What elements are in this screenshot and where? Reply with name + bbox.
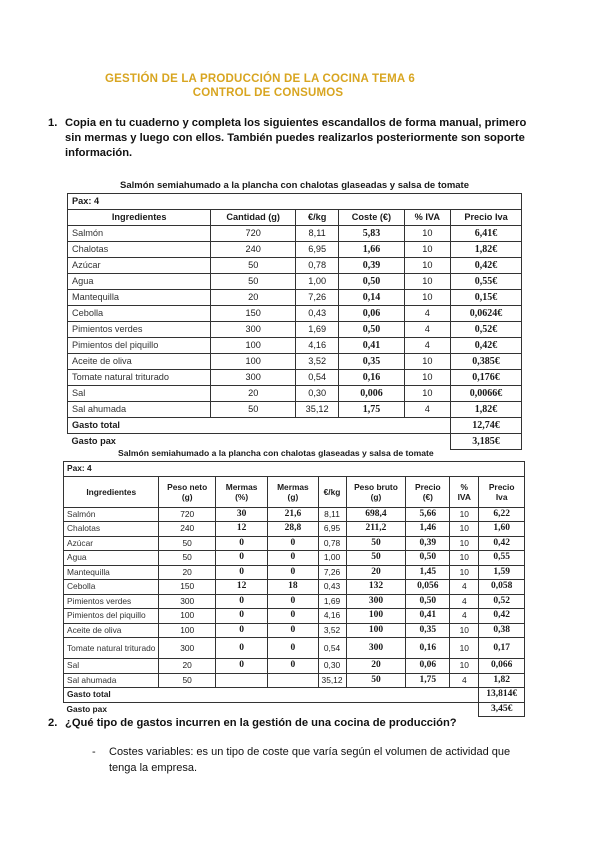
table-cell: 0 — [268, 565, 318, 580]
table-cell: 50 — [346, 673, 406, 688]
table-cell: 6,22 — [479, 507, 525, 522]
table-cell: 100 — [346, 609, 406, 624]
table-cell: Sal — [68, 386, 211, 402]
table-cell: 132 — [346, 580, 406, 595]
table-cell: 1,69 — [296, 322, 339, 338]
table-cell: 4,16 — [318, 609, 346, 624]
table-cell: 0,385€ — [451, 354, 522, 370]
table-cell: 12 — [215, 522, 267, 537]
table-row — [64, 551, 525, 566]
table-cell: 0,41 — [406, 609, 450, 624]
table-cell: 0,52€ — [451, 322, 522, 338]
table-cell: 211,2 — [346, 522, 406, 537]
table-cell: 0,39 — [339, 258, 404, 274]
table-cell: 0,52 — [479, 594, 525, 609]
table-cell: 0,42 — [479, 609, 525, 624]
table-cell: 50 — [159, 673, 215, 688]
table-cell: Agua — [64, 551, 159, 566]
table-2-header-cell: Peso bruto (g) — [346, 476, 406, 507]
table-cell: 0,50 — [339, 274, 404, 290]
table-1 — [67, 193, 522, 450]
table-cell: 0 — [215, 565, 267, 580]
table-2-total-label: Gasto total — [64, 688, 479, 703]
table-cell: 10 — [404, 258, 450, 274]
table-cell: 10 — [404, 242, 450, 258]
table-cell: 0,42 — [479, 536, 525, 551]
table-2-header-cell: €/kg — [318, 476, 346, 507]
table-cell: Pimientos verdes — [64, 594, 159, 609]
table-cell: 0 — [268, 638, 318, 659]
table-cell: 0 — [215, 594, 267, 609]
table-cell: 0,78 — [296, 258, 339, 274]
table-cell: Tomate natural triturado — [64, 638, 159, 659]
table-cell: 240 — [211, 242, 296, 258]
table-cell: 6,41€ — [451, 226, 522, 242]
table-cell: Sal ahumada — [68, 402, 211, 418]
table-cell: 1,82€ — [451, 242, 522, 258]
table-cell: 10 — [404, 274, 450, 290]
table-cell: 20 — [211, 290, 296, 306]
table-row — [64, 623, 525, 638]
table-cell: 698,4 — [346, 507, 406, 522]
table-cell: 5,66 — [406, 507, 450, 522]
table-cell: 10 — [450, 623, 479, 638]
table-row — [68, 338, 522, 354]
table-1-header-row — [68, 210, 522, 226]
table-cell: 4 — [450, 673, 479, 688]
table-cell: Aceite de oliva — [68, 354, 211, 370]
table-cell: 35,12 — [296, 402, 339, 418]
table-cell: 0,35 — [339, 354, 404, 370]
table-cell: 4 — [404, 306, 450, 322]
table-cell: 1,45 — [406, 565, 450, 580]
table-cell: 35,12 — [318, 673, 346, 688]
table-row — [68, 306, 522, 322]
table-cell: 10 — [404, 290, 450, 306]
table-cell: 100 — [346, 623, 406, 638]
table-cell: 1,69 — [318, 594, 346, 609]
table-cell: 0 — [215, 536, 267, 551]
table-cell: 30 — [215, 507, 267, 522]
table-cell: 0,14 — [339, 290, 404, 306]
table-cell: 0 — [268, 623, 318, 638]
table-row — [68, 354, 522, 370]
table-cell: 20 — [211, 386, 296, 402]
table-cell: 50 — [159, 551, 215, 566]
table-cell: 0 — [215, 609, 267, 624]
table-cell: 1,75 — [406, 673, 450, 688]
table-cell: 4,16 — [296, 338, 339, 354]
table-row — [64, 594, 525, 609]
table-cell: 1,00 — [318, 551, 346, 566]
table-1-pax: Pax: 4 — [68, 194, 522, 210]
table-cell: 8,11 — [318, 507, 346, 522]
table-cell: Chalotas — [68, 242, 211, 258]
table-cell: 300 — [346, 638, 406, 659]
table-row — [64, 638, 525, 659]
question-2-bullet: Costes variables: es un tipo de coste que varía según el volumen de actividad que tenga la empresa. — [109, 746, 511, 774]
table-cell: Azúcar — [68, 258, 211, 274]
table-cell: 0,39 — [406, 536, 450, 551]
table-1-header-cell: Precio Iva — [451, 210, 522, 226]
table-cell: 10 — [450, 551, 479, 566]
table-2-header-row — [64, 476, 525, 507]
table-2-header-cell: Ingredientes — [64, 476, 159, 507]
table-1-total-value: 12,74€ — [451, 418, 522, 434]
table-cell: 0 — [215, 638, 267, 659]
table-row — [64, 580, 525, 595]
table-1-header-cell: Cantidad (g) — [211, 210, 296, 226]
table-cell: 0,06 — [339, 306, 404, 322]
table-1-total-row — [68, 418, 522, 434]
table-cell: 0,15€ — [451, 290, 522, 306]
table-cell: 4 — [450, 580, 479, 595]
table-cell: 20 — [346, 659, 406, 674]
question-1-text: Copia en tu cuaderno y completa los siguientes escandallos de forma manual, primero sin mermas y luego con ellos. También puedes realizarlos posteriormente son soporte información. — [65, 117, 527, 159]
table-row — [68, 402, 522, 418]
table-cell: Pimientos del piquillo — [64, 609, 159, 624]
table-cell: 50 — [211, 258, 296, 274]
table-cell: 10 — [404, 386, 450, 402]
table-cell: 720 — [159, 507, 215, 522]
table-cell: 0 — [268, 659, 318, 674]
table-row — [64, 659, 525, 674]
table-cell: 150 — [211, 306, 296, 322]
table-row — [64, 673, 525, 688]
table-cell: 10 — [404, 354, 450, 370]
table-row — [64, 522, 525, 537]
table-cell: Mantequilla — [68, 290, 211, 306]
table-2-header-cell: % IVA — [450, 476, 479, 507]
table-1-pax-cost-label: Gasto pax — [71, 436, 116, 447]
table-row — [64, 507, 525, 522]
table-cell: 0 — [215, 623, 267, 638]
table-cell: 0 — [268, 536, 318, 551]
table-cell: 1,00 — [296, 274, 339, 290]
table-cell: 10 — [450, 522, 479, 537]
table-cell: 0,41 — [339, 338, 404, 354]
table-cell: 0,42€ — [451, 258, 522, 274]
table-cell: 300 — [159, 594, 215, 609]
table-cell: 0,066 — [479, 659, 525, 674]
table-cell: 0 — [215, 659, 267, 674]
table-cell: 7,26 — [318, 565, 346, 580]
table-cell: 0,43 — [296, 306, 339, 322]
question-1-number: 1. — [48, 117, 58, 129]
table-cell: 18 — [268, 580, 318, 595]
table-cell: 10 — [450, 638, 479, 659]
table-cell: 0,17 — [479, 638, 525, 659]
table-row — [68, 322, 522, 338]
table-cell: 3,52 — [296, 354, 339, 370]
table-cell: 0,50 — [406, 551, 450, 566]
table-cell: 1,66 — [339, 242, 404, 258]
table-row — [64, 565, 525, 580]
table-cell: Agua — [68, 274, 211, 290]
table-cell: 0,0624€ — [451, 306, 522, 322]
table-row — [68, 242, 522, 258]
table-2-header-cell: Precio Iva — [479, 476, 525, 507]
table-cell: Pimientos verdes — [68, 322, 211, 338]
table-cell: 0,056 — [406, 580, 450, 595]
table-2-title: Salmón semiahumado a la plancha con chalotas glaseadas y salsa de tomate — [118, 448, 434, 458]
table-cell: 300 — [211, 370, 296, 386]
table-cell: 4 — [404, 338, 450, 354]
table-cell: 0,0066€ — [451, 386, 522, 402]
table-cell: 50 — [159, 536, 215, 551]
table-cell: Cebolla — [64, 580, 159, 595]
table-row — [64, 536, 525, 551]
table-cell: 0 — [215, 551, 267, 566]
table-2-header-cell: Mermas (%) — [215, 476, 267, 507]
table-cell: 0,006 — [339, 386, 404, 402]
table-cell: 300 — [159, 638, 215, 659]
table-1-header-cell: €/kg — [296, 210, 339, 226]
table-cell: 4 — [450, 594, 479, 609]
table-2-pax-cost-value: 3,45€ — [479, 702, 525, 717]
table-cell — [215, 673, 267, 688]
table-cell: 6,95 — [318, 522, 346, 537]
table-cell: 100 — [159, 609, 215, 624]
table-row — [68, 274, 522, 290]
table-cell: 50 — [346, 536, 406, 551]
table-cell: 0,42€ — [451, 338, 522, 354]
question-2-number: 2. — [48, 717, 58, 729]
table-cell: 0,55 — [479, 551, 525, 566]
table-cell: 0,78 — [318, 536, 346, 551]
table-2-pax: Pax: 4 — [64, 462, 525, 477]
table-cell: 50 — [211, 402, 296, 418]
table-1-total-label: Gasto total — [68, 418, 451, 434]
table-cell: 0,176€ — [451, 370, 522, 386]
table-cell: 0 — [268, 594, 318, 609]
title-line-1: GESTIÓN DE LA PRODUCCIÓN DE LA COCINA TEMA 6 — [105, 73, 415, 85]
table-cell: 240 — [159, 522, 215, 537]
table-cell: 100 — [159, 623, 215, 638]
table-cell: 1,82€ — [451, 402, 522, 418]
table-cell: 150 — [159, 580, 215, 595]
table-cell: 7,26 — [296, 290, 339, 306]
table-1-header-cell: Coste (€) — [339, 210, 404, 226]
table-cell: 12 — [215, 580, 267, 595]
table-cell: 0,35 — [406, 623, 450, 638]
table-2-header-cell: Precio (€) — [406, 476, 450, 507]
table-cell: 300 — [346, 594, 406, 609]
table-cell: 20 — [159, 565, 215, 580]
table-cell: 10 — [450, 659, 479, 674]
table-row — [68, 258, 522, 274]
table-cell: 0,06 — [406, 659, 450, 674]
table-cell: Mantequilla — [64, 565, 159, 580]
table-2-header-cell: Peso neto (g) — [159, 476, 215, 507]
table-2-total-row — [64, 688, 525, 703]
table-cell: 0,54 — [318, 638, 346, 659]
table-cell: Salmón — [64, 507, 159, 522]
question-2-text: ¿Qué tipo de gastos incurren en la gestión de una cocina de producción? — [65, 717, 457, 729]
table-2-pax-cost-row — [64, 702, 525, 717]
table-2-pax-row — [64, 462, 525, 477]
table-cell: 0,55€ — [451, 274, 522, 290]
table-cell: Pimientos del piquillo — [68, 338, 211, 354]
table-cell: 0 — [268, 609, 318, 624]
table-cell: Chalotas — [64, 522, 159, 537]
table-cell: 0,30 — [296, 386, 339, 402]
table-cell: 50 — [346, 551, 406, 566]
table-cell: 21,6 — [268, 507, 318, 522]
table-cell: 1,82 — [479, 673, 525, 688]
bullet-dash: - — [92, 746, 96, 758]
table-1-pax-row — [68, 194, 522, 210]
table-cell: 100 — [211, 338, 296, 354]
table-cell: Aceite de oliva — [64, 623, 159, 638]
table-cell: 20 — [159, 659, 215, 674]
table-cell: 6,95 — [296, 242, 339, 258]
table-cell: 300 — [211, 322, 296, 338]
table-row — [68, 370, 522, 386]
table-cell: 10 — [404, 226, 450, 242]
table-row — [68, 290, 522, 306]
table-1-pax-cost-value: 3,185€ — [451, 434, 522, 450]
table-cell: 3,52 — [318, 623, 346, 638]
table-cell: 20 — [346, 565, 406, 580]
table-cell: 0,50 — [406, 594, 450, 609]
table-cell: 1,60 — [479, 522, 525, 537]
table-cell: Azúcar — [64, 536, 159, 551]
table-2 — [63, 461, 525, 717]
table-cell — [268, 673, 318, 688]
table-2-total-value: 13,814€ — [479, 688, 525, 703]
table-cell: Salmón — [68, 226, 211, 242]
table-row — [64, 609, 525, 624]
table-cell: 0,38 — [479, 623, 525, 638]
table-2-header-cell: Mermas (g) — [268, 476, 318, 507]
table-cell: 10 — [450, 536, 479, 551]
table-cell: 1,46 — [406, 522, 450, 537]
table-cell: 1,59 — [479, 565, 525, 580]
table-cell: 4 — [404, 402, 450, 418]
title-line-2: CONTROL DE CONSUMOS — [192, 87, 344, 99]
table-cell: 0,54 — [296, 370, 339, 386]
table-1-title: Salmón semiahumado a la plancha con chalotas glaseadas y salsa de tomate — [120, 180, 469, 191]
table-cell: 1,75 — [339, 402, 404, 418]
table-cell: 8,11 — [296, 226, 339, 242]
table-cell: 100 — [211, 354, 296, 370]
table-1-header-cell: Ingredientes — [68, 210, 211, 226]
table-cell: 720 — [211, 226, 296, 242]
table-cell: 4 — [450, 609, 479, 624]
table-cell: 50 — [211, 274, 296, 290]
table-cell: 0,16 — [406, 638, 450, 659]
table-row — [68, 386, 522, 402]
table-cell: 10 — [450, 565, 479, 580]
table-2-pax-cost-label: Gasto pax — [64, 702, 479, 717]
table-cell: Tomate natural triturado — [68, 370, 211, 386]
table-cell: 0,50 — [339, 322, 404, 338]
table-cell: Sal — [64, 659, 159, 674]
table-cell: 0 — [268, 551, 318, 566]
table-cell: 4 — [404, 322, 450, 338]
table-cell: 0,16 — [339, 370, 404, 386]
table-cell: 0,43 — [318, 580, 346, 595]
table-cell: 10 — [450, 507, 479, 522]
table-cell: Cebolla — [68, 306, 211, 322]
table-cell: 0,058 — [479, 580, 525, 595]
table-1-header-cell: % IVA — [404, 210, 450, 226]
table-cell: 28,8 — [268, 522, 318, 537]
table-cell: 0,30 — [318, 659, 346, 674]
table-cell: Sal ahumada — [64, 673, 159, 688]
table-cell: 10 — [404, 370, 450, 386]
table-cell: 5,83 — [339, 226, 404, 242]
table-row — [68, 226, 522, 242]
